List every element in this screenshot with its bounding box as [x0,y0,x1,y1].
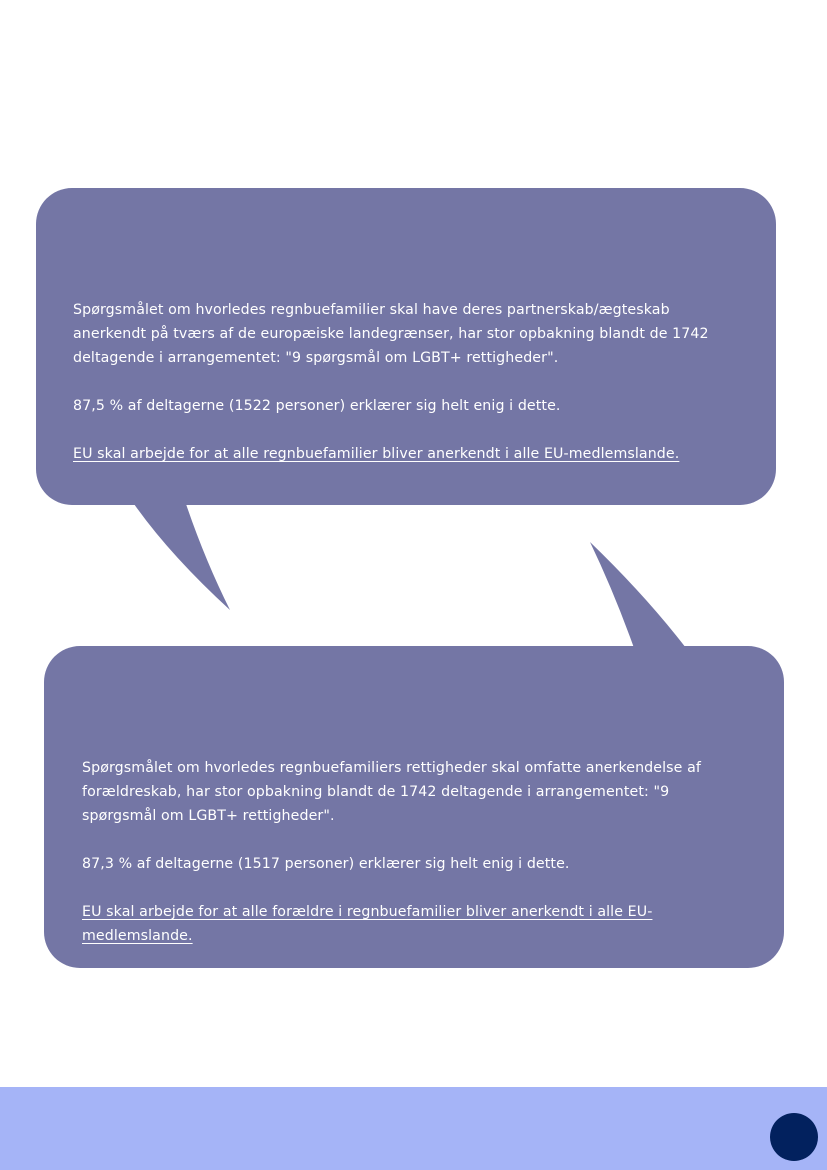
bubble-1-intro: Spørgsmålet om hvorledes regnbuefamilier skal have deres partnerskab/ægteskab anerkendt på tværs af de europæiske landegrænser, har stor opbakning blandt de 1742 deltagende i arrangementet: "9 spørgsmål om LGBT+ rettigheder". [73,302,709,366]
footer-circle-icon [770,1113,818,1161]
bubble-2-intro: Spørgsmålet om hvorledes regnbuefamiliers rettigheder skal omfatte anerkendelse af forældreskab, har stor opbakning blandt de 1742 deltagende i arrangementet: "9 spørgsmål om LGBT+ rettigheder". [82,760,701,824]
bubble-2-tail [590,542,686,648]
speech-bubble-parenthood [44,646,784,968]
bubble-1-result: 87,5 % af deltagerne (1522 personer) erklærer sig helt enig i dette. [73,398,561,414]
bubble-1-tail [134,504,230,610]
footer-band [0,1087,827,1170]
bubble-2-conclusion: EU skal arbejde for at alle forældre i regnbuefamilier bliver anerkendt i alle EU-medlemslande. [82,904,653,944]
speech-bubble-partnership [36,188,776,505]
bubble-2-result: 87,3 % af deltagerne (1517 personer) erklærer sig helt enig i dette. [82,856,570,872]
bubble-1-conclusion: EU skal arbejde for at alle regnbuefamilier bliver anerkendt i alle EU-medlemslande. [73,446,680,462]
